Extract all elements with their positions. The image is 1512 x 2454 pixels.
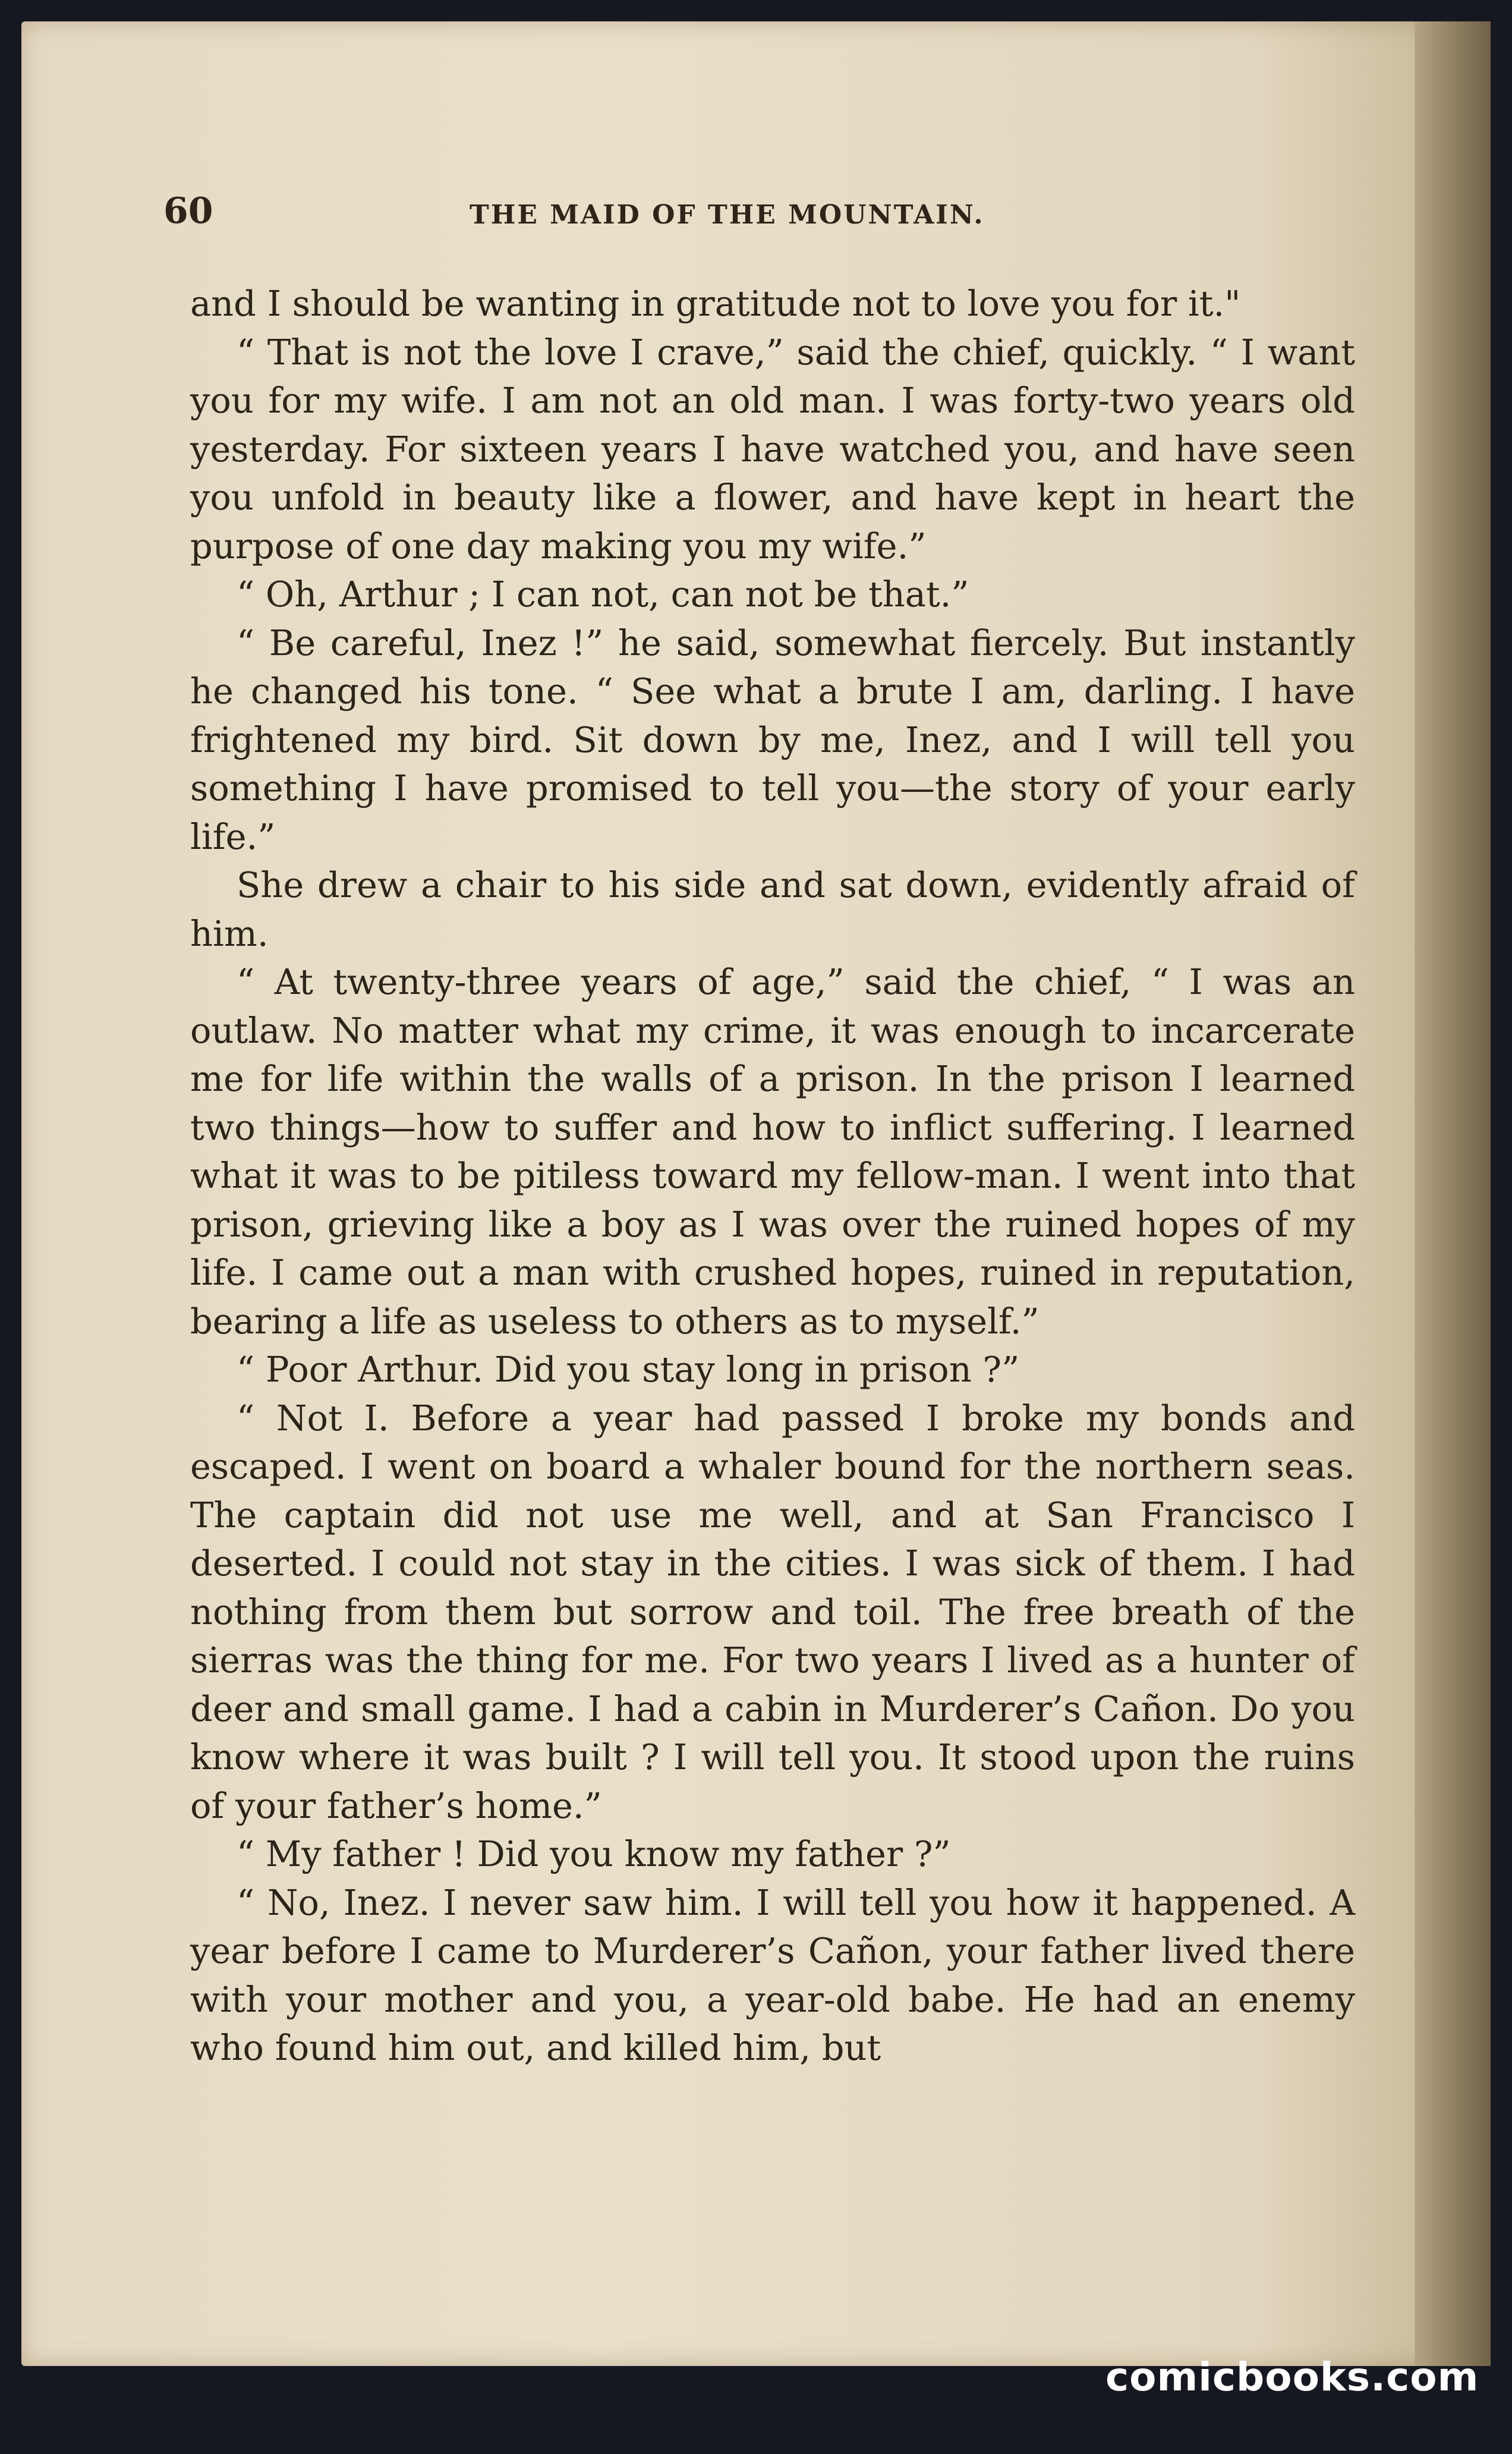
- paragraph: “ That is not the love I crave,” said the chief, quickly. “ I want you for my wife. I am not an old man. I was forty-two years old yesterday. For sixteen years I have watched you, and have seen you unfold in beauty like a flower, and have kept in heart the purpose of one day making you my wife.”: [190, 331, 1355, 567]
- paragraph: “ Not I. Before a year had passed I broke my bonds and escaped. I went on board a whaler bound for the northern seas. The captain did not use me well, and at San Francisco I deserted. I could not stay in the cities. I was sick of them. I had nothing from them but sorrow and toil. The free breath of the sierras was the thing for me. For two years I lived as a hunter of deer and small game. I had a cabin in Murderer’s Cañon. Do you know where it was built ? I will tell you. It stood upon the ruins of your father’s home.”: [190, 1397, 1355, 1826]
- paragraph: “ Be careful, Inez !” he said, somewhat fiercely. But instantly he changed his tone. “ See what a brute I am, darling. I have frightened my bird. Sit down by me, Inez, and I will tell you something I have promised to tell you—the story of your early life.”: [190, 622, 1355, 857]
- paragraph: “ At twenty-three years of age,” said the chief, “ I was an outlaw. No matter what my crime, it was enough to incarcerate me for life within the walls of a prison. In the prison I learned two things—how to suffer and how to inflict suffering. I learned what it was to be pitiless toward my fellow-man. I went into that prison, grieving like a boy as I was over the ruined hopes of my life. I came out a man with crushed hopes, ruined in reputation, bearing a life as useless to others as to myself.”: [190, 961, 1355, 1342]
- body-text: [190, 279, 1355, 2072]
- paragraph: “ My father ! Did you know my father ?”: [237, 1833, 951, 1874]
- paragraph: “ Oh, Arthur ; I can not, can not be that.”: [237, 574, 969, 615]
- watermark: comicbooks.com: [1105, 2354, 1479, 2400]
- paragraph: “ Poor Arthur. Did you stay long in prison ?”: [237, 1349, 1020, 1390]
- paragraph: “ No, Inez. I never saw him. I will tell you how it happened. A year before I came to Murderer’s Cañon, your father lived there with your mother and you, a year-old babe. He had an enemy who found him out, and killed him, but: [190, 1882, 1355, 2068]
- paragraph: and I should be wanting in gratitude not to love you for it.": [190, 283, 1241, 324]
- page-number: 60: [163, 190, 213, 232]
- running-title: THE MAID OF THE MOUNTAIN.: [470, 200, 985, 230]
- paragraph: She drew a chair to his side and sat down, evidently afraid of him.: [190, 864, 1355, 954]
- page-edge: [1415, 21, 1491, 2366]
